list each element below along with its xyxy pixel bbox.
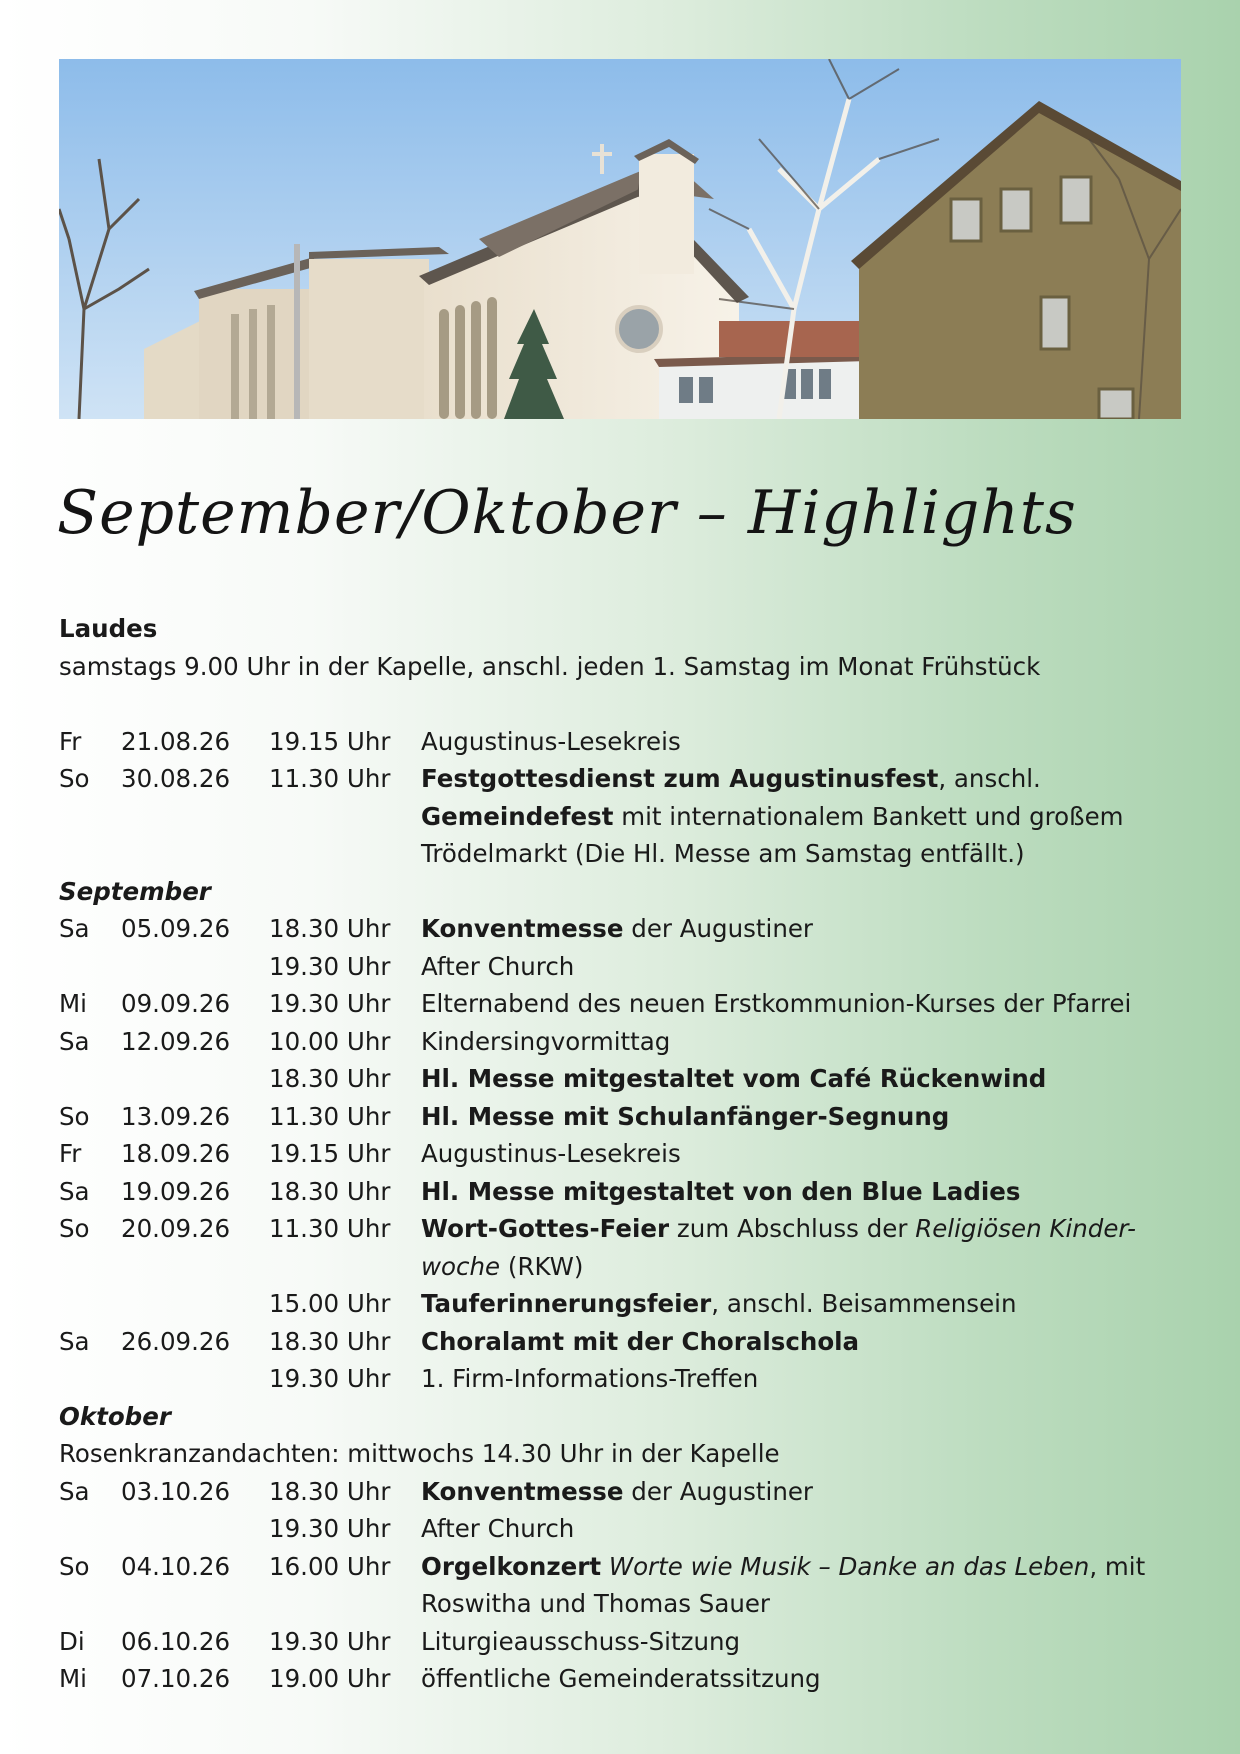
event-text: Augustinus-Lesekreis <box>421 1139 681 1168</box>
event-time: 19.15 Uhr <box>269 1139 391 1168</box>
event-row <box>59 910 1184 948</box>
event-date <box>121 948 269 986</box>
page-title: September/Oktober – Highlights <box>57 478 1077 548</box>
event-day: So <box>59 1101 90 1131</box>
event-text: Liturgieausschuss-Sitzung <box>421 1626 741 1656</box>
event-row <box>59 948 1184 986</box>
event-day: So <box>59 764 90 793</box>
event-row <box>59 1210 1184 1285</box>
event-time: 19.15 Uhr <box>269 726 391 756</box>
event-date: 30.08.26 <box>121 764 231 793</box>
event-text: , anschl. Beisammensein <box>711 1289 1017 1318</box>
event-time: 11.30 Uhr <box>269 764 391 793</box>
event-description <box>421 1360 1184 1398</box>
event-time: 18.30 Uhr <box>269 1326 391 1356</box>
event-description <box>421 1548 1184 1623</box>
pre-event-list <box>59 723 1184 873</box>
event-time: 15.00 Uhr <box>269 1289 391 1318</box>
event-time: 10.00 Uhr <box>269 1026 391 1056</box>
event-date: 04.10.26 <box>121 1551 231 1581</box>
section-heading: September <box>59 876 211 906</box>
event-row <box>59 1135 1184 1173</box>
event-text: , anschl. <box>938 764 1041 793</box>
event-description <box>421 910 1184 948</box>
event-date: 20.09.26 <box>121 1214 231 1243</box>
event-time: 11.30 Uhr <box>269 1101 391 1131</box>
event-day <box>59 1510 121 1548</box>
event-date <box>121 1060 269 1098</box>
event-text: Augustinus-Lesekreis <box>421 726 681 756</box>
event-row <box>59 1060 1184 1098</box>
event-text: After Church <box>421 951 575 981</box>
event-day: Mi <box>59 989 87 1018</box>
event-highlight: Hl. Messe mitgestaltet von den Blue Ladies <box>421 1176 1021 1206</box>
event-description <box>421 1060 1184 1098</box>
event-description <box>421 985 1184 1023</box>
event-date: 21.08.26 <box>121 726 231 756</box>
event-highlight: Gemeindefest <box>421 801 614 831</box>
event-description <box>421 1023 1184 1061</box>
event-description <box>421 760 1184 873</box>
event-highlight: Hl. Messe mitgestaltet vom Café Rückenwind <box>421 1064 1047 1093</box>
event-time: 19.30 Uhr <box>269 1626 391 1656</box>
event-time: 11.30 Uhr <box>269 1214 391 1243</box>
event-date: 13.09.26 <box>121 1101 231 1131</box>
event-description <box>421 1323 1184 1361</box>
event-time: 19.30 Uhr <box>269 1514 391 1543</box>
event-time: 19.30 Uhr <box>269 989 391 1018</box>
event-text: Elternabend des neuen Erstkommunion-Kurses der Pfarrei <box>421 989 1132 1018</box>
event-description <box>421 1210 1184 1285</box>
event-day: Fr <box>59 1139 82 1168</box>
event-description <box>421 723 1184 761</box>
event-time: 18.30 Uhr <box>269 914 391 943</box>
event-date: 06.10.26 <box>121 1626 231 1656</box>
event-highlight: Tauferinnerungsfeier <box>421 1289 712 1318</box>
event-day: Mi <box>59 1664 87 1693</box>
event-highlight: Konventmesse <box>421 1476 624 1506</box>
event-description <box>421 948 1184 986</box>
event-text: 1. Firm-Informations-Treffen <box>421 1364 759 1393</box>
event-row <box>59 1323 1184 1361</box>
event-row <box>59 1098 1184 1136</box>
event-time: 19.30 Uhr <box>269 1364 391 1393</box>
event-description <box>421 1510 1184 1548</box>
event-date: 19.09.26 <box>121 1176 231 1206</box>
event-description <box>421 1623 1184 1661</box>
event-date: 03.10.26 <box>121 1476 231 1506</box>
event-work-title: Religiösen Kinder-woche <box>421 1214 1136 1281</box>
event-text: , mit Roswitha und Thomas Sauer <box>421 1551 1146 1618</box>
section-heading: Oktober <box>59 1401 171 1431</box>
schedule <box>59 610 1184 1698</box>
event-highlight: Konventmesse <box>421 914 624 943</box>
event-description <box>421 1098 1184 1136</box>
event-work-title: Worte wie Musik – Danke an das Leben <box>608 1551 1090 1581</box>
event-day <box>59 948 121 986</box>
event-day: Sa <box>59 1176 90 1206</box>
event-text: mit internationalem Bankett und großem Trödelmarkt (Die Hl. Messe am Samstag entfällt.) <box>421 801 1124 868</box>
event-time: 19.00 Uhr <box>269 1664 391 1693</box>
event-row <box>59 723 1184 761</box>
event-description <box>421 1660 1184 1698</box>
event-day: Sa <box>59 914 90 943</box>
event-day: Sa <box>59 1326 90 1356</box>
event-row <box>59 1660 1184 1698</box>
event-row <box>59 1360 1184 1398</box>
event-day <box>59 1060 121 1098</box>
event-date: 18.09.26 <box>121 1139 231 1168</box>
event-date: 09.09.26 <box>121 989 231 1018</box>
event-text: After Church <box>421 1514 575 1543</box>
event-text: der Augustiner <box>623 914 813 943</box>
event-highlight: Festgottesdienst zum Augustinusfest <box>421 764 939 793</box>
event-time: 18.30 Uhr <box>269 1176 391 1206</box>
event-day: Sa <box>59 1026 90 1056</box>
intro-text: samstags 9.00 Uhr in der Kapelle, anschl. jeden 1. Samstag im Monat Frühstück <box>59 651 1041 681</box>
event-text: (RKW) <box>500 1251 584 1281</box>
event-row <box>59 985 1184 1023</box>
event-date: 12.09.26 <box>121 1026 231 1056</box>
event-day: Fr <box>59 726 82 756</box>
event-description <box>421 1473 1184 1511</box>
event-date: 26.09.26 <box>121 1326 231 1356</box>
event-date <box>121 1360 269 1398</box>
event-highlight: Hl. Messe mit Schulanfänger-Segnung <box>421 1101 950 1131</box>
event-time: 19.30 Uhr <box>269 951 391 981</box>
event-date <box>121 1510 269 1548</box>
event-row <box>59 1510 1184 1548</box>
event-text <box>601 1552 609 1581</box>
event-row <box>59 1623 1184 1661</box>
event-row <box>59 1023 1184 1061</box>
section-note: Rosenkranzandachten: mittwochs 14.30 Uhr in der Kapelle <box>59 1439 780 1468</box>
event-date: 05.09.26 <box>121 914 231 943</box>
event-description <box>421 1173 1184 1211</box>
event-highlight: Orgelkonzert <box>421 1551 602 1581</box>
event-row <box>59 1285 1184 1323</box>
event-highlight: Choralamt mit der Choralschola <box>421 1326 860 1356</box>
event-text: Kindersingvormittag <box>421 1026 671 1056</box>
event-row <box>59 1548 1184 1623</box>
event-day: Di <box>59 1626 85 1656</box>
event-text: der Augustiner <box>623 1476 813 1506</box>
event-date <box>121 1285 269 1323</box>
event-day: So <box>59 1214 90 1243</box>
event-day: So <box>59 1551 90 1581</box>
event-row <box>59 1473 1184 1511</box>
event-time: 18.30 Uhr <box>269 1064 391 1093</box>
event-time: 18.30 Uhr <box>269 1476 391 1506</box>
event-highlight: Wort-Gottes-Feier <box>421 1214 670 1243</box>
church-photo <box>59 59 1181 419</box>
event-date: 07.10.26 <box>121 1664 231 1693</box>
section-list <box>59 873 1184 1698</box>
event-text: öffentliche Gemeinderatssitzung <box>421 1664 821 1693</box>
event-row <box>59 1173 1184 1211</box>
intro-title: Laudes <box>59 614 158 643</box>
event-text: zum Abschluss der <box>669 1214 916 1243</box>
event-description <box>421 1285 1184 1323</box>
event-description <box>421 1135 1184 1173</box>
event-row <box>59 760 1184 873</box>
event-time: 16.00 Uhr <box>269 1551 391 1581</box>
event-day: Sa <box>59 1476 90 1506</box>
event-day <box>59 1285 121 1323</box>
event-day <box>59 1360 121 1398</box>
